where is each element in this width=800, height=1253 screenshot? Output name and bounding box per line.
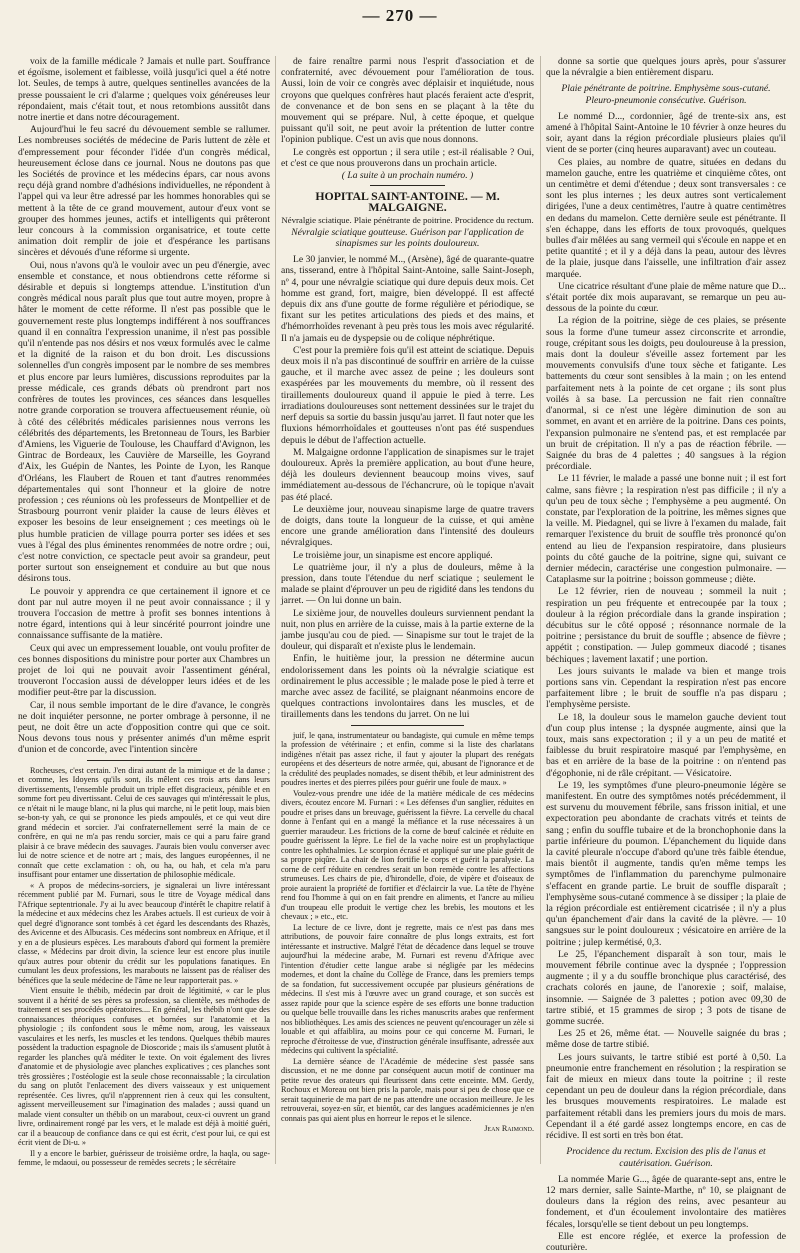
footnote-paragraph: Voulez-vous prendre une idée de la matière médicale de ces médecins divers, écoutez encore M. Furnari : « Les défenses d'un sanglier, réduites en poudre et prises dans un breuvage, guérissent la fièvre. La cervelle du chacal donne à l'enfant qui en a mangé la méfiance et la ruse nécessaires à un guerrier maraudeur. Les frictions de la corne de bœuf calcinée et réduite en poudre guérissent la lèpre. Le fiel de la vache noire est un prophylactique contre les ophthalmies. Le scorpion écrasé et appliqué sur une plaie guérit de sa propre piqûre. La chair de lion fortifie le corps et guérit la paralysie. La corne de cerf réduite en cendres serait un bon remède contre les affections strumeuses. Les chairs de pie, d'hirondelle, d'oie, de vipère et d'oiseaux de proie auraient la propriété de fortifier et d'éclaircir la vue. La tête de l'hyène rend fou l'homme à qui on en fait prendre en aliments, et l'ancre au milieu d'un troupeau elle produit le vertige chez les brebis, les moutons et les chevaux ; » etc., etc. [281,788,534,922]
column-2 [281,56,534,1164]
footnote-paragraph: juif, le qana, instrumentateur ou bandagiste, qui cumule en même temps la profession de vétérinaire ; et enfin, comme si la liste des charlatans indigènes n'était pas assez riche, il faut y ajouter la plupart des renégats européens et des déserteurs de notre armée, qui, abusant de l'ignorance et de la crédulité des peuplades nomades, se disent thébib, et leur administrent des poudres inertes et des pierres pilées pour guérir une foule de maux. » [281,730,534,788]
paragraph: Le 19, les symptômes d'une pleuro-pneumonie légère se manifestent. En outre des symptômes notés précédemment, il est survenu du mouvement fébrile, sans frisson initial, et une expectoration peu abondante de crachats vitrés et teints de sang ; enfin du souffle tubaire et de la bronchophonie dans la partie inférieure du poumon. L'épanchement du liquide dans la cavité pleurale n'occupe d'abord qu'une très faible étendue, mais bientôt il augmente, tandis qu'en même temps les symptômes de l'inflammation du parenchyme pulmonaire s'effacent en grande partie. Le bruit de souffle disparaît ; l'emphysème sous-cutané commence à se dissiper ; la plaie de la région précordiale est entièrement cicatrisée ; il n'y a plus qu'un épanchement d'air dans la cavité de la plèvre. — 10 sangsues sur le point douloureux ; vésicatoire en arrière de la poitrine ; julep kermétisé, 0,3. [546,779,786,948]
paragraph: Le nommé D..., cordonnier, âgé de trente-six ans, est amené à l'hôpital Saint-Antoine le 10 février à onze heures du soir, ayant dans la région précordiale plusieurs plaies qu'il vient de se porter (cinq heures auparavant) avec un couteau. [546,110,786,156]
paragraph: C'est pour la première fois qu'il est atteint de sciatique. Depuis deux mois il n'a pas discontinué de souffrir en arrière de la cuisse gauche, et il marche avec assez de peine ; les douleurs sont exaspérées par les mouvements du membre, où il ressent des tiraillements douloureux quand il appuie le pied à terre. Les irradiations douloureuses sont nettement dessinées sur le trajet du nerf depuis sa sortie du bassin jusqu'au jarret. Il faut noter que les fluxions hémorrhoïdales et goutteuses n'ont pas été suspendues depuis le début de l'affection actuelle. [281,344,534,446]
paragraph: Les jours suivants le malade va bien et mange trois portions sans vin. Cependant la respiration n'est pas encore parfaitement libre ; le bruit de souffle n'a pas disparu ; l'emphysème persiste. [546,665,786,711]
footnote-paragraph: Vient ensuite le thébib, médecin par droit de légitimité, « car le plus souvent il a hérité de ses pères sa profession, sa clientèle, ses méthodes de traitement et ses procédés opératoires.... En général, les thébib n'ont que des connaissances théoriques confuses et bornées sur l'anatomie et la physiologie ; ils confondent sous le même nom, aroug, les vaisseaux vasculaires et les nerfs, les muscles et les tendons. Quelques thébib maures possèdent la traduction espagnole de Dioscoride ; mais ils s'amusent plutôt à regarder les planches qu'à méditer le texte. On voit également des livres d'anatomie et de physiologie avec planches explicatives ; ces planches sont très grossières ; l'ostéologie est la seule chose reconnaissable ; la circulation du sang on plutôt l'enlacement des divers vaisseaux y est uniquement représentée. Ces livres, qu'il n'apprennent rien à ceux qui les consultent, agissent merveilleusement sur l'imagination des malades ; aussi quand un malade vient consulter un thébib on un marabout, ceux-ci ouvrent un grand livre, ordinairement rongé par les vers, et le malade est déjà à moitié guéri, car il a beaucoup de confiance dans ce qui est écrit, c'est pour lui, ce qui est écrit vient de Di-u. » [18,986,270,1148]
footnote-paragraph: Il y a encore le barbier, guérisseur de troisième ordre, la haqla, ou sage-femme, le mdaoui, ou possesseur de remèdes secrets ; le sécrétaire [18,1148,270,1168]
footnote-paragraph: La dernière séance de l'Académie de médecine s'est passée sans discussion, et ne me donne par conséquent aucun motif de continuer ma petite revue des orateurs qui fleurissent dans cette enceinte. MM. Gerdy, Rochoux et Moreau ont bien pris la parole, mais pour si peu de chose que ce serait taquinerie de ma part de ne pas attendre une occasion meilleure. Je les retrouverai, soyez-en sûr, et bientôt, car des langues académiciennes je n'en connais pas qui aient plus en horreur le repos et le silence. [281,1056,534,1123]
section-subtitle: Névralgie sciatique. Plaie pénétrante de poitrine. Procidence du rectum. [281,214,534,225]
column-divider [275,56,276,1164]
paragraph: Une cicatrice résultant d'une plaie de même nature que D... s'était portée dix mois auparavant, se remarque un peu au-dessous de la pointe du cœur. [546,280,786,315]
paragraph: Le congrès est opportun ; il sera utile ; est-il réalisable ? Oui, et c'est ce que nous prouverons dans un prochain article. [281,146,534,169]
footnote-paragraph: La lecture de ce livre, dont je regrette, mais ce n'est pas dans mes attributions, de pouvoir faire connaître de plus longs extraits, est fort intéressante et instructive. Malgré l'état de décadence dans lequel se trouve aujourd'hui la médecine arabe, M. Furnari est revenu d'Afrique avec l'intention d'étudier cette langue arabe si négligée par les médecins modernes, et dont la chaîne du Collège de France, dans les premiers temps de sa fondation, fut successivement occupée par plusieurs générations de médecins. Il s'est mis à l'œuvre avec un grand courage, et son succès est assez rapide pour que la science espère de ses efforts une bonne traduction ou quelque belle trouvaille dans les riches manuscrits arabes que renferment nos bibliothèques. Les amis des sciences ne peuvent qu'encourager un zèle si louable et qui affaiblira, au moins pour ce qui concerne M. Furnari, le reproche d'étroitesse de vue, d'instruction générale insuffisante, adressée aux médecins qui cultivent la spécialité. [281,922,534,1056]
paragraph: Le deuxième jour, nouveau sinapisme large de quatre travers de doigts, dans toute la longueur de la cuisse, et qui amène encore une grande amélioration dans l'intensité des douleurs névralgiques. [281,503,534,549]
paragraph: Le pouvoir y apprendra ce que certainement il ignore et ce dont par nul autre moyen il ne peut avoir connaissance ; il y trouvera l'occasion de mettre à profit ses bonnes intentions à notre égard, intentions qui à leur sincérité pourront joindre une connaissance suffisante de la matière. [18,585,270,642]
paragraph: Enfin, le huitième jour, la pression ne détermine aucun endolorissement dans les points où la névralgie sciatique est ordinairement le plus accessible ; le malade pose le pied à terre et marche avec assez de facilité, se plaignant néanmoins encore de quelques contractions involontaires dans les muscles, et de tiraillements dans les tendons du jarret. On ne lui [281,653,534,721]
paragraph: donne sa sortie que quelques jours après, pour s'assurer que la névralgie a bien entièrement disparu. [546,56,786,79]
paragraph: Le sixième jour, de nouvelles douleurs surviennent pendant la nuit, non plus en arrière de la cuisse, mais à la partie externe de la jambe jusqu'au cou de pied. — Sinapisme sur tout le trajet de la douleur, qui disparaît et n'existe plus le lendemain. [281,607,534,653]
paragraph: Le 11 février, le malade a passé une bonne nuit ; il est fort calme, sans fièvre ; la respiration n'est pas difficile ; il n'y a qu'un peu de toux sèche ; l'emphysème a peu augmenté. On constate, par l'exploration de la poitrine, les mêmes signes que la veille. M. Piedagnel, qui se livre à l'examen du malade, fait remarquer l'existence du bruit de souffle très prononcé qu'on entend au lieu de l'expansion respiratoire, dans plusieurs points du côté gauche de la poitrine, signe qui, suivant ce dernier médecin, caractérise une congestion pulmonaire. — Cataplasme sur la poitrine ; boisson gommeuse ; diète. [546,473,786,586]
page-number: — 270 — [362,6,438,25]
paragraph: voix de la famille médicale ? Jamais et nulle part. Souffrance et égoïsme, isolement et faiblesse, voilà jusqu'ici quel a été notre lot. Seules, de temps à autre, quelques sentinelles avancées de la presse poussaient le cri d'alarme ; quelques voix généreuses leur répondaient, mais c'était tout, et nous retombions aussitôt dans notre inertie et dans notre découragement. [18,56,270,124]
paragraph: de faire renaître parmi nous l'esprit d'association et de confraternité, avec dévouement pour l'amélioration de tous. Aussi, loin de voir ce congrès avec déplaisir et inquiétude, nous croyons que quelques confrères haut placés feraient acte d'esprit, de convenance et de bon sens en se plaçant à la tête du mouvement qui se prépare. Nul, à cette époque, et quelque puissant qu'il soit, ne peut avoir la prétention de lutter contre l'opinion publique. C'est un avis que nous donnons. [281,56,534,146]
column-3 [546,56,786,1253]
column-1 [18,56,270,1168]
section-rule [370,185,446,186]
paragraph: Elle est encore réglée, et exerce la profession de couturière. [546,1230,786,1253]
paragraph: Ces plaies, au nombre de quatre, situées en dedans du mamelon gauche, entre les quatrième et cinquième côtes, ont un centimètre et demi d'étendue ; deux sont transversales : ce sont les plus internes ; les deux autres sont verticalement dirigées, l'une a deux centimètres, l'autre à quatre centimètres en dedans du mamelon. Cette dernière seule est pénétrante. Il s'en échappe, dans les efforts de toux provoqués, quelques bulles d'air mêlées au sang vermeil qui s'écoule en nappe et en petite quantité ; et il y a déjà dans la peau, autour des lèvres de la plaie, jusque dans l'aisselle, une infiltration d'air assez marquée. [546,156,786,280]
to-be-continued: ( La suite à un prochain numéro. ) [341,170,474,182]
footnote-rule [87,760,200,761]
paragraph: Le 18, la douleur sous le mamelon gauche devient tout d'un coup plus intense ; la dyspnée augmente, ainsi que la toux, mais sans expectoration ; il y a un peu de matité et faiblesse du bruit respiratoire masqué par l'emphysème, en bas et en arrière de la base de la poitrine : on n'entend pas d'égophonie, ni de râle crépitant. — Vésicatoire. [546,711,786,779]
paragraph: Oui, nous n'avons qu'à le vouloir avec un peu d'énergie, avec ensemble et constance, et nous obtiendrons cette réforme si désirable et depuis si longtemps attendue. L'institution d'un congrès médical nous paraît plus que tout autre moyen, propre à hâter le moment de cette réforme. Il n'est pas possible que le gouvernement reste plus longtemps indifférent à nos souffrances quand il en connaîtra l'expression unanime, il n'est pas possible qu'il n'entende pas nos désirs et nos vœux formulés avec le calme et la dignité de la raison et du bon droit. Les discussions solennelles d'un congrès imposent par le nombre de ses membres et plus encore par leurs lumières, discussions reproduites par la presse médicale, ces grands débats où prendront part nos confrères de toutes les provinces, ces séances dans lesquelles notre grande corporation se trouvera affectueusement réunie, où à côté des célébrités médicales parisiennes nous verrons les célébrités des départements, les Bretonneau de Tours, les Barbier d'Amiens, les Viguerie de Toulouse, les Chauffard d'Avignon, les Gintrac de Bordeaux, les Cauvière de Marseille, les Goyrand d'Aix, les Guépin de Nantes, les Pointe de Lyon, les Ranque d'Orléans, les Flaubert de Rouen et tant d'autres renommées départementales qui sont l'honneur et la gloire de notre profession ; ces réunions où les professeurs de Montpellier et de Strasbourg pourront venir plaider la cause de leurs élèves et exposer les besoins de leur enseignement ; ces meetings où le plus humble praticien de village pourra porter ses idées et ses vues à l'égal des plus éminentes renommées de notre ordre ; oui, c'est notre conviction, ce spectacle peut avoir sa grandeur, peut porter surtout son enseignement et conduire au but que nous désirons tous. [18,259,270,585]
case-title: Névralgie sciatique goutteuse. Guérison par l'application de sinapismes sur les points douloureux. [291,226,524,250]
section-title: HOPITAL SAINT-ANTOINE. — M. MALGAIGNE. [315,189,500,215]
case-title: Procidence du rectum. Excision des plis de l'anus et cautérisation. Guérison. [566,1146,766,1169]
paragraph: Les 25 et 26, même état. — Nouvelle saignée du bras ; même dose de tartre stibié. [546,1028,786,1051]
paragraph: Le 30 janvier, le nommé M.., (Arsène), âgé de quarante-quatre ans, tisserand, entre à l'hôpital Saint-Antoine, salle Saint-Joseph, nº 4, pour une névralgie sciatique qui dure depuis deux mois. Cet homme est grand, fort, maigre, bien développé. Il est affecté depuis dix ans d'une goutte de forme régulière et périodique, se fixant sur les petites articulations des pieds et des mains, et d'hémorrhoïdes revenant à peu près tous les mois avec régularité. Il n'a jamais eu de dyspepsie ou de colique néphrétique. [281,254,534,344]
footnote-paragraph: « A propos de médecins-sorciers, je signalerai un livre intéressant récemment publié par M. Furnari, sous le titre de Voyage médical dans l'Afrique septentrionale. J'y ai lu avec beaucoup d'intérêt le chapitre relatif à la médecine et aux médecins chez les Arabes actuels. Il est curieux de voir à quel degré d'ignorance sont tombés à cet égard les descendants des Rhazès, des Avicenne et des Albucasis. Ces médecins sont nombreux en Afrique, et il y en a de plusieurs espèces. Les marabouts d'abord qui forment la première classe, « Médecins par droit divin, la science leur est encore plus inutile qu'aux autres pour obtenir du crédit sur les populations fanatiques. En cumulant les deux professions, les marabouts ne laissent pas de réaliser des bénéfices que la seule médecine de l'âme ne leur rapporterait pas. » [18,880,270,985]
paragraph: Le 12 février, rien de nouveau ; sommeil la nuit ; respiration un peu fréquente et entrecoupée par la toux ; douleur à la région précordiale dans la grande inspiration ; décubitus sur le côté opposé ; résonnance normale de la poitrine ; persistance du bruit de souffle ; absence de fièvre ; appétit ; constipation. — Julep gommeux diacodé ; tisanes béchiques ; lavement laxatif ; une portion. [546,586,786,665]
paragraph: Aujourd'hui le feu sacré du dévouement semble se rallumer. Les nombreuses sociétés de médecine de Paris luttent de zèle et d'empressement pour féconder l'idée d'un congrès médical, heureusement éclose dans ce journal. Nous ne doutons pas que les Sociétés de province et les médecins épars, car nous avons reçu déjà grand nombre d'adhésions individuelles, ne répondent à l'appel qui va leur être adressé par les hommes honorables qui se mettent à la tête de ce grand mouvement, autour d'eux vont se grouper des hommes jeunes, actifs et intelligents qui prêteront leur concours à la commission organisatrice, et toute cette animation doit remplir de joie et d'espérance les partisans sincères et dévoués d'une réforme si urgente. [18,124,270,259]
paragraph: Le 25, l'épanchement disparaît à son tour, mais le mouvement fébrile continue avec la dyspnée ; l'oppression augmente ; il y a du souffle bronchique plus caractérisé, des crachats colorés en jaune, de l'anorexie ; soif, malaise, insomnie. — Saignée de 3 palettes ; potion avec 09,30 de tartre stibié, et 15 grammes de sirop ; 3 pots de tisane de gomme sucrée. [546,948,786,1028]
paragraph: Car, il nous semble important de le dire d'avance, le congrès ne doit inquiéter personne, ne porter ombrage à personne, il ne peut, ne doit être un acte d'opposition contre qui que ce soit. Nous devons tous nous y présenter animés d'un même esprit d'union et de concorde, avec l'intention sincère [18,699,270,756]
paragraph: Ceux qui avec un empressement louable, ont voulu profiter de ces bonnes dispositions du ministre pour porter aux Chambres un projet de loi qui ne pouvait avoir l'assentiment général, trouveront l'occasion aussi de développer leurs idées et de les modifier peut-être par la discussion. [18,642,270,699]
footnote [18,766,270,1168]
paragraph: Le quatrième jour, il n'y a plus de douleurs, même à la pression, dans toute l'étendue du nerf sciatique ; seulement le malade se plaint d'éprouver un peu de rigidité dans les tendons du jarret. — On lui donne un bain. [281,561,534,607]
column-divider [540,56,541,1164]
footnote-paragraph: Rocheuses, c'est certain. J'en dirai autant de la mimique et de la danse ; et comme, les Idoyens qu'ils sont, ils mêlent ces trois arts dans leurs divertissements, l'ensemble produit un triple effet disgracieux, pénible et en somme fort peu divertissant. Celui de ces sauvages qui m'intéressait le plus, ce n'était ni le mauge blanc, ni la plus qui marche, ni le petit loup, mais bien se-bon-ty yah, ce qui se prononce les pieds ampoulés, et ce qui veut dire grand médecin et sorcier. J'ai confraternellement serré la main de ce confrère, en qui ne m'a pas rendu sorcier, mais ce qui a paru faire grand plaisir à ce brave médecin des sauvages. J'aurais bien voulu converser avec lui de notre science et de notre art ; mais, des langues européennes, il ne connaît que cette exclamation : oh, ou ha, ou hah, et cela m'a paru insuffisant pour entamer une dissertation de philosophie médicale. [18,765,270,880]
paragraph: Les jours suivants, le tartre stibié est porté à 0,50. La pneumonie entre franchement en résolution ; la respiration se fait de mieux en mieux dans toute la poitrine ; il reste cependant un peu de douleur dans la région précordiale, dans les brusques mouvements respiratoires. Le malade est parfaitement rétabli dans les premiers jours du mois de mars. Cependant il a été gardé assez longtemps encore, en cas de récidive. Il est sorti en très bon état. [546,1051,786,1142]
paragraph: Le troisième jour, un sinapisme est encore appliqué. [293,549,493,561]
case-title: Plaie pénétrante de poitrine. Emphysème sous-cutané. Pleuro-pneumonie consécutive. Guérison. [561,83,771,106]
paragraph: La région de la poitrine, siège de ces plaies, se présente sous la forme d'une tumeur assez circonscrite et arrondie, rouge, crépitant sous les doigts, peu douloureuse à la pression, mais dont la douleur s'éveille assez fortement par les mouvements convulsifs d'une toux sèche et fatigante. Les battements du cœur sont sensibles à la main ; on les entend parfaitement nets à la pointe de cet organe ; ils sont plus voilés à sa base. La percussion ne fait rien connaître d'anormal, si ce n'est une légère diminution de son au sommet, en avant et en arrière de la poitrine. Dans ces points, l'expansion pulmonaire ne s'entend pas, et est remplacée par un bruit de crépitation. Il n'y a pas de réaction fébrile. — Saignée du bras de 4 palettes ; 40 sangsues à la région précordiale. [546,315,786,473]
footnote-rule [351,725,465,726]
footnote-signature: Jean Raimond. [484,1124,534,1134]
paragraph: M. Malgaigne ordonne l'application de sinapismes sur le trajet douloureux. Après la première application, au bout d'une heure, déjà les douleurs deviennent beaucoup moins vives, sauf immédiatement au-dessous de l'échancrure, où le topique n'avait pas été placé. [281,446,534,503]
footnote [281,731,534,1134]
paragraph: La nommée Marie G..., âgée de quarante-sept ans, entre le 12 mars dernier, salle Sainte-Marthe, nº 10, se plaignant de douleurs dans la région des reins, avec pesanteur au fondement, et d'un écoulement involontaire des matières fécales, lorsqu'elle se tient debout un peu longtemps. [546,1173,786,1230]
